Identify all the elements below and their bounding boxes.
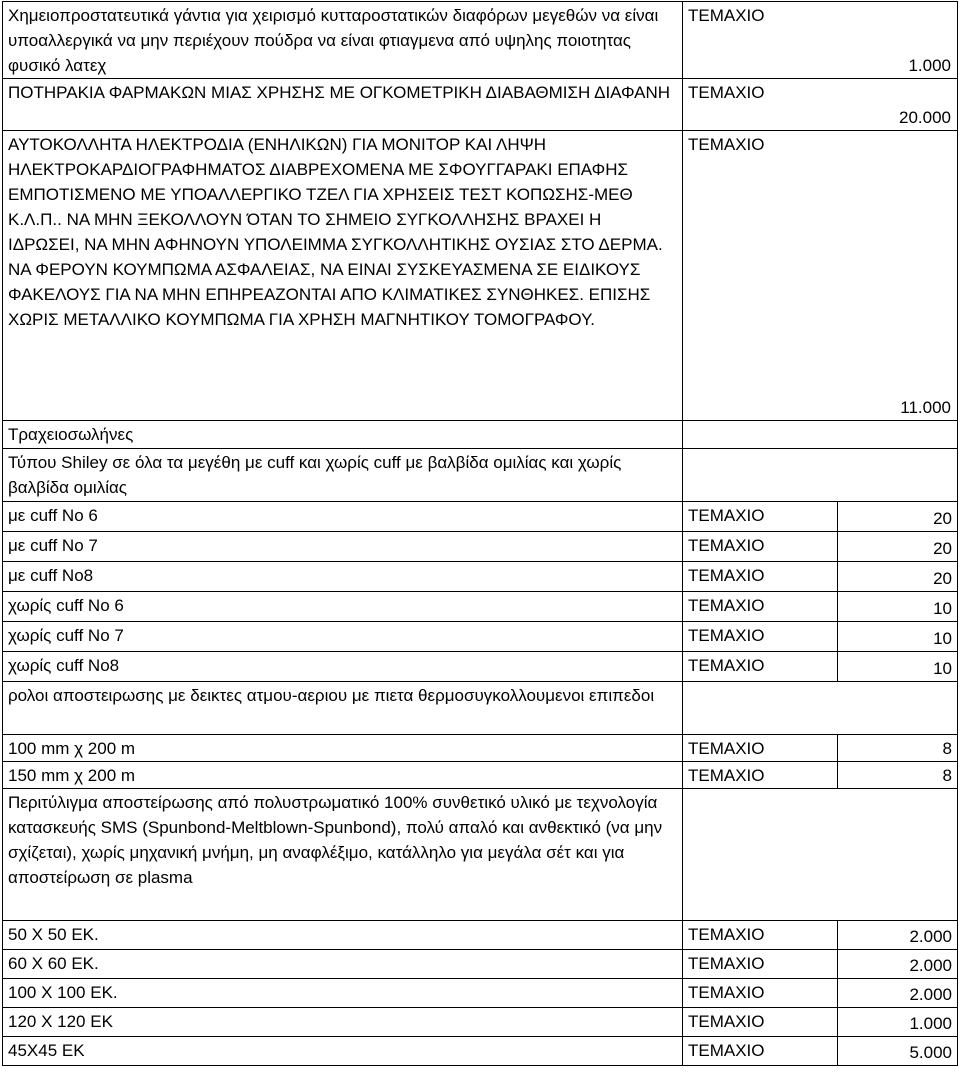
table-row [3, 562, 958, 592]
item-quantity: 20 [838, 562, 958, 592]
unit-qty-cell [683, 421, 958, 449]
item-quantity: 20 [838, 502, 958, 532]
item-description: με cuff Νο 7 [3, 532, 683, 562]
item-description: με cuff Νο8 [3, 562, 683, 592]
item-unit: ΤΕΜΑΧΙΟ [683, 562, 838, 592]
item-description: Περιτύλιγμα αποστείρωσης από πολυστρωματικό 100% συνθετικό υλικό με τεχνολογία κατασκευής SMS (Spunbond-Meltblown-Spunbond), πολύ απαλό και ανθεκτικό (να μην σχίζεται), χωρίς μηχανική μνήμη, μη αναφλέξιμο, κατάλληλο για μεγάλα σέτ και για αποστείρωση σε plasma [3, 789, 683, 921]
table-row [3, 2, 958, 79]
item-unit: ΤΕΜΑΧΙΟ [683, 592, 838, 622]
item-quantity: 10 [838, 652, 958, 682]
unit-qty-cell [683, 682, 958, 735]
unit-qty-cell [683, 449, 958, 502]
item-unit: ΤΕΜΑΧΙΟ [688, 6, 765, 25]
item-quantity: 1.000 [908, 56, 951, 75]
item-quantity: 8 [838, 762, 958, 789]
item-description: Τύπου Shiley σε όλα τα μεγέθη με cuff και χωρίς cuff με βαλβίδα ομιλίας και χωρίς βαλβίδα ομιλίας [3, 449, 683, 502]
table-row [3, 421, 958, 449]
table-row [3, 979, 958, 1008]
table-row [3, 1037, 958, 1066]
table-row [3, 682, 958, 735]
table-row [3, 950, 958, 979]
item-unit: ΤΕΜΑΧΙΟ [683, 1008, 838, 1037]
item-quantity: 2.000 [838, 979, 958, 1008]
item-unit: ΤΕΜΑΧΙΟ [688, 83, 765, 102]
table-row [3, 79, 958, 131]
item-quantity: 20 [838, 532, 958, 562]
item-description: 100 mm χ 200 m [3, 735, 683, 762]
item-description: χωρίς cuff Νο8 [3, 652, 683, 682]
table-row [3, 622, 958, 652]
item-unit: ΤΕΜΑΧΙΟ [683, 532, 838, 562]
item-description: 120 Χ 120 ΕΚ [3, 1008, 683, 1037]
table-row [3, 1008, 958, 1037]
item-unit: ΤΕΜΑΧΙΟ [683, 950, 838, 979]
item-unit: ΤΕΜΑΧΙΟ [683, 921, 838, 950]
item-description: χωρίς cuff Νο 6 [3, 592, 683, 622]
item-description: με cuff Νο 6 [3, 502, 683, 532]
table-row [3, 532, 958, 562]
item-description: χωρίς cuff Νο 7 [3, 622, 683, 652]
unit-qty-cell [683, 2, 958, 79]
table-row [3, 762, 958, 789]
table-row [3, 131, 958, 421]
item-unit: ΤΕΜΑΧΙΟ [683, 652, 838, 682]
item-quantity: 1.000 [838, 1008, 958, 1037]
item-unit: ΤΕΜΑΧΙΟ [683, 762, 838, 789]
table-row [3, 652, 958, 682]
item-unit: ΤΕΜΑΧΙΟ [683, 622, 838, 652]
table-row [3, 789, 958, 921]
item-description: 45Χ45 ΕΚ [3, 1037, 683, 1066]
item-quantity: 10 [838, 592, 958, 622]
item-description: 60 Χ 60 ΕΚ. [3, 950, 683, 979]
item-description: ΠΟΤΗΡΑΚΙΑ ΦΑΡΜΑΚΩΝ ΜΙΑΣ ΧΡΗΣΗΣ ΜΕ ΟΓΚΟΜΕΤΡΙΚΗ ΔΙΑΒΑΘΜΙΣΗ ΔΙΑΦΑΝΗ [3, 79, 683, 131]
unit-qty-cell [683, 789, 958, 921]
item-description: 150 mm χ 200 m [3, 762, 683, 789]
item-unit: ΤΕΜΑΧΙΟ [683, 735, 838, 762]
item-quantity: 10 [838, 622, 958, 652]
unit-qty-cell [683, 131, 958, 421]
item-quantity: 8 [838, 735, 958, 762]
item-description: 100 Χ 100 ΕΚ. [3, 979, 683, 1008]
item-unit: ΤΕΜΑΧΙΟ [683, 502, 838, 532]
item-description: 50 Χ 50 ΕΚ. [3, 921, 683, 950]
table-row [3, 592, 958, 622]
item-description: Χημειοπροστατευτικά γάντια για χειρισμό κυτταροστατικών διαφόρων μεγεθών να είναι υποαλλεργικά να μην περιέχουν πούδρα να είναι φτιαγμενα από υψηλης ποιοτητας φυσικό λατεχ [3, 2, 683, 79]
item-description: ρολοι αποστειρωσης με δεικτες ατμου-αεριου με πιετα θερμοσυγκολλουμενοι επιπεδοι [3, 682, 683, 735]
item-quantity: 20.000 [899, 108, 951, 127]
table-row [3, 735, 958, 762]
item-unit: ΤΕΜΑΧΙΟ [683, 979, 838, 1008]
table-row [3, 449, 958, 502]
unit-qty-cell [683, 79, 958, 131]
items-table [2, 1, 958, 1066]
item-unit: ΤΕΜΑΧΙΟ [683, 1037, 838, 1066]
item-quantity: 5.000 [838, 1037, 958, 1066]
item-quantity: 11.000 [900, 398, 951, 417]
item-description: Τραχειοσωλήνες [3, 421, 683, 449]
item-unit: ΤΕΜΑΧΙΟ [688, 135, 765, 154]
item-description: ΑΥΤΟΚΟΛΛΗΤΑ ΗΛΕΚΤΡΟΔΙΑ (ΕΝΗΛΙΚΩΝ) ΓΙΑ ΜΟΝΙΤΟΡ ΚΑΙ ΛΗΨΗ ΗΛΕΚΤΡΟΚΑΡΔΙΟΓΡΑΦΗΜΑΤΟΣ ΔΙΑΒΡΕΧΟΜΕΝΑ ΜΕ ΣΦΟΥΓΓΑΡΑΚΙ ΕΠΑΦΗΣ ΕΜΠΟΤΙΣΜΕΝΟ ΜΕ ΥΠΟΑΛΛΕΡΓΙΚΟ ΤΖΕΛ ΓΙΑ ΧΡΗΣΕΙΣ ΤΕΣΤ ΚΟΠΩΣΗΣ-ΜΕΘ Κ.Λ.Π.. ΝΑ ΜΗΝ ΞΕΚΟΛΛΟΥΝ ΌΤΑΝ ΤΟ ΣΗΜΕΙΟ ΣΥΓΚΟΛΛΗΣΗΣ ΒΡΑΧΕΙ Η ΙΔΡΩΣΕΙ, ΝΑ ΜΗΝ ΑΦΗΝΟΥΝ ΥΠΟΛΕΙΜΜΑ ΣΥΓΚΟΛΛΗΤΙΚΗΣ ΟΥΣΙΑΣ ΣΤΟ ΔΕΡΜΑ. ΝΑ ΦΕΡΟΥΝ ΚΟΥΜΠΩΜΑ ΑΣΦΑΛΕΙΑΣ, ΝΑ ΕΙΝΑΙ ΣΥΣΚΕΥΑΣΜΕΝΑ ΣΕ ΕΙΔΙΚΟΥΣ ΦΑΚΕΛΟΥΣ ΓΙΑ ΝΑ ΜΗΝ ΕΠΗΡΕΑΖΟΝΤΑΙ ΑΠΟ ΚΛΙΜΑΤΙΚΕΣ ΣΥΝΘΗΚΕΣ. ΕΠΙΣΗΣ ΧΩΡΙΣ ΜΕΤΑΛΛΙΚΟ ΚΟΥΜΠΩΜΑ ΓΙΑ ΧΡΗΣΗ ΜΑΓΝΗΤΙΚΟΥ ΤΟΜΟΓΡΑΦΟΥ. [3, 131, 683, 421]
item-quantity: 2.000 [838, 921, 958, 950]
table-row [3, 502, 958, 532]
item-quantity: 2.000 [838, 950, 958, 979]
table-row [3, 921, 958, 950]
